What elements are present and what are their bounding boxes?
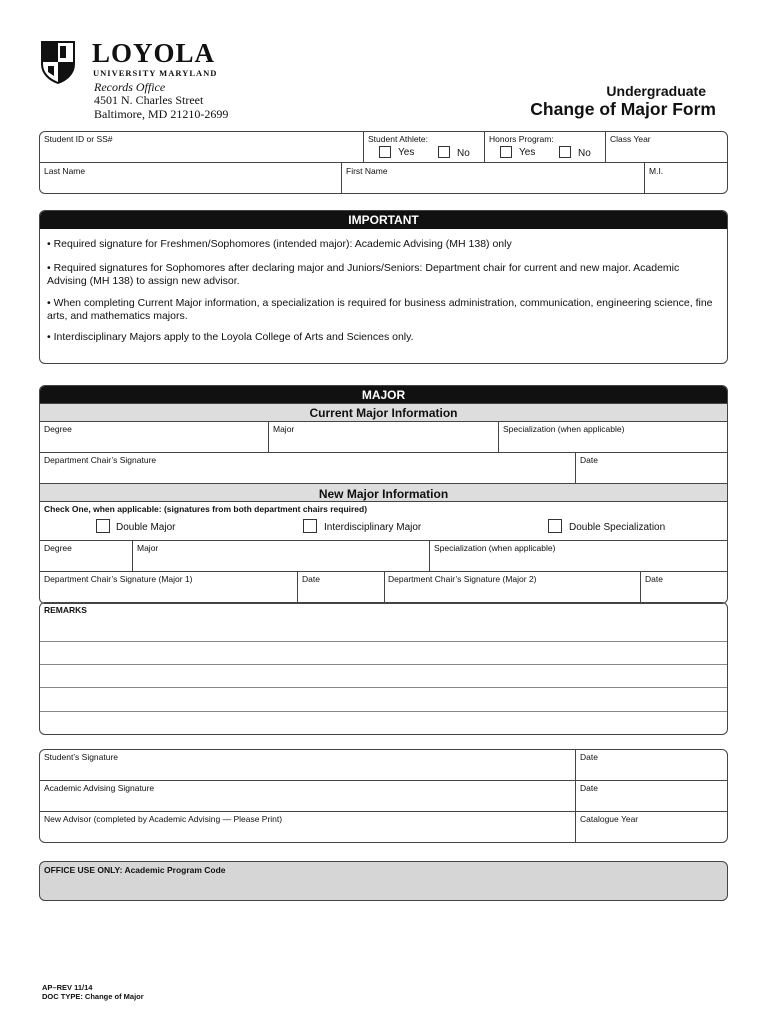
major-title: MAJOR	[40, 386, 727, 404]
current-chair-signature-field[interactable]	[41, 467, 573, 483]
honors-no-checkbox[interactable]	[559, 146, 571, 158]
catalogue-year-field[interactable]	[577, 826, 726, 841]
athlete-yes-label: Yes	[398, 147, 415, 158]
important-title: IMPORTANT	[40, 211, 727, 229]
interdisciplinary-major-checkbox[interactable]	[303, 519, 317, 533]
honors-program-label: Honors Program:	[489, 134, 554, 144]
remarks-field[interactable]	[41, 617, 726, 733]
chair2-date-field[interactable]	[642, 586, 726, 602]
current-degree-label: Degree	[44, 424, 72, 434]
university-name: LOYOLA	[92, 38, 216, 68]
chair1-date-field[interactable]	[299, 586, 382, 602]
doc-type: DOC TYPE: Change of Major	[42, 992, 144, 1001]
athlete-no-checkbox[interactable]	[438, 146, 450, 158]
catalogue-year-label: Catalogue Year	[580, 814, 639, 824]
chair2-signature-label: Department Chair’s Signature (Major 2)	[388, 574, 537, 584]
new-advisor-label: New Advisor (completed by Academic Advising — Please Print)	[44, 814, 283, 824]
new-degree-label: Degree	[44, 543, 72, 553]
class-year-field[interactable]	[607, 145, 725, 161]
new-major-label: Major	[137, 543, 159, 553]
important-bullet-1: • Required signature for Freshmen/Sophomores (intended major): Academic Advising (MH 138) only	[47, 238, 512, 250]
first-name-field[interactable]	[343, 177, 642, 193]
current-chair-date-field[interactable]	[577, 467, 726, 483]
honors-yes-checkbox[interactable]	[500, 146, 512, 158]
new-major-title: New Major Information	[40, 483, 727, 502]
address-line-2: Baltimore, MD 21210-2699	[94, 107, 229, 121]
middle-initial-field[interactable]	[646, 177, 726, 193]
student-signature-field[interactable]	[41, 764, 573, 779]
new-advisor-field[interactable]	[41, 826, 573, 841]
last-name-label: Last Name	[44, 166, 86, 176]
double-major-label: Double Major	[116, 522, 176, 533]
first-name-label: First Name	[346, 166, 388, 176]
student-athlete-label: Student Athlete:	[368, 134, 429, 144]
form-level: Undergraduate	[606, 83, 706, 99]
chair2-signature-field[interactable]	[386, 586, 638, 602]
athlete-no-label: No	[457, 148, 470, 159]
chair2-date-label: Date	[645, 574, 663, 584]
new-specialization-field[interactable]	[431, 555, 726, 571]
address-line-1: 4501 N. Charles Street	[94, 93, 204, 107]
last-name-field[interactable]	[41, 177, 339, 193]
new-major-field[interactable]	[134, 555, 427, 571]
important-bullet-3: • When completing Current Major information, a specialization is required for business administration, communication, engineering science, fine arts, and mathematics majors.	[47, 297, 713, 322]
current-major-title: Current Major Information	[40, 403, 727, 422]
double-specialization-label: Double Specialization	[569, 522, 666, 533]
class-year-label: Class Year	[610, 134, 651, 144]
important-bullet-4: • Interdisciplinary Majors apply to the Loyola College of Arts and Sciences only.	[47, 331, 414, 343]
current-degree-field[interactable]	[41, 436, 266, 452]
current-major-label: Major	[273, 424, 295, 434]
student-id-field[interactable]	[41, 145, 361, 161]
current-specialization-label: Specialization (when applicable)	[503, 424, 625, 434]
student-signature-label: Student’s Signature	[44, 752, 119, 762]
form-title: Change of Major Form	[530, 99, 716, 119]
advising-signature-date-label: Date	[580, 783, 598, 793]
student-signature-date-field[interactable]	[577, 764, 726, 779]
advising-signature-date-field[interactable]	[577, 795, 726, 810]
current-chair-date-label: Date	[580, 455, 598, 465]
middle-initial-label: M.I.	[649, 166, 664, 176]
honors-yes-label: Yes	[519, 147, 536, 158]
remarks-label: REMARKS	[44, 605, 87, 615]
new-degree-field[interactable]	[41, 555, 130, 571]
student-id-label: Student ID or SS#	[44, 134, 113, 144]
interdisciplinary-major-label: Interdisciplinary Major	[324, 522, 422, 533]
chair1-date-label: Date	[302, 574, 320, 584]
shield-icon	[40, 40, 76, 84]
honors-no-label: No	[578, 148, 591, 159]
current-chair-signature-label: Department Chair’s Signature	[44, 455, 157, 465]
advising-signature-label: Academic Advising Signature	[44, 783, 155, 793]
double-specialization-checkbox[interactable]	[548, 519, 562, 533]
student-signature-date-label: Date	[580, 752, 598, 762]
important-bullet-2: • Required signatures for Sophomores after declaring major and Juniors/Seniors: Department chair for current and new major. Academic Advising (MH 138) to assign new advisor.	[47, 262, 680, 287]
revision-code: AP–REV 11/14	[42, 983, 93, 992]
advising-signature-field[interactable]	[41, 795, 573, 810]
current-specialization-field[interactable]	[500, 436, 726, 452]
new-specialization-label: Specialization (when applicable)	[434, 543, 556, 553]
records-office: Records Office	[94, 80, 166, 94]
chair1-signature-label: Department Chair’s Signature (Major 1)	[44, 574, 193, 584]
chair1-signature-field[interactable]	[41, 586, 295, 602]
double-major-checkbox[interactable]	[96, 519, 110, 533]
current-major-field[interactable]	[270, 436, 497, 452]
check-one-label: Check One, when applicable: (signatures from both department chairs required)	[44, 504, 368, 514]
athlete-yes-checkbox[interactable]	[379, 146, 391, 158]
office-use-label: OFFICE USE ONLY: Academic Program Code	[44, 865, 226, 875]
university-subname: UNIVERSITY MARYLAND	[93, 68, 218, 78]
